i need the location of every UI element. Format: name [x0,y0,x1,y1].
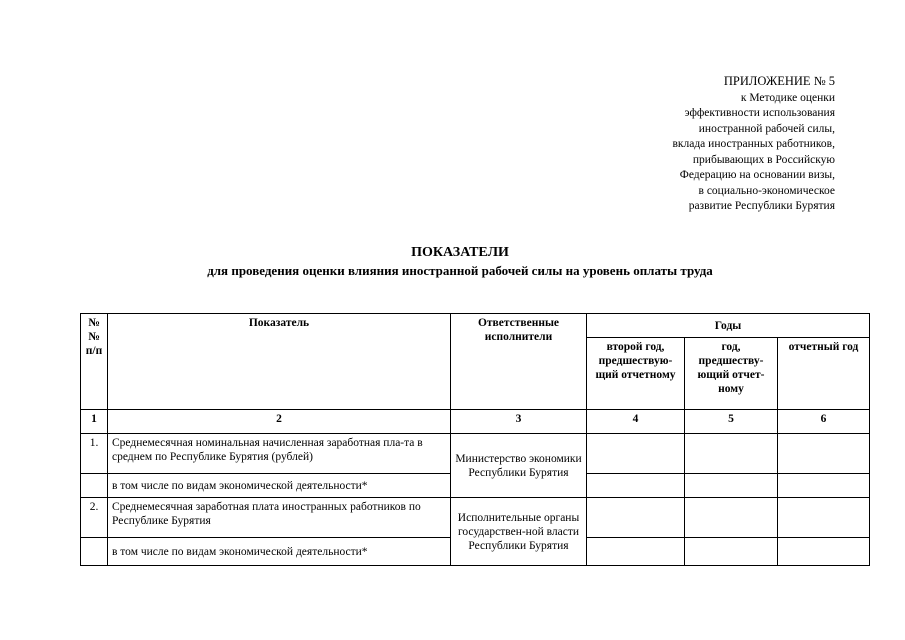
table-row [81,498,870,538]
row-sub-indicator: в том числе по видам экономической деятельности* [108,538,451,566]
document-title: ПОКАЗАТЕЛИ [411,245,509,260]
appendix-line: в социально-экономическое [698,184,835,197]
row-index: 1. [81,434,108,474]
appendix-line: прибывающих в Российскую [692,153,835,166]
row-index-empty [81,474,108,498]
header-year-prior: год, предшеству-ющий отчет-ному [685,338,778,410]
appendix-title: ПРИЛОЖЕНИЕ № 5 [723,74,835,88]
value-cell [587,538,685,566]
appendix-block [535,74,835,215]
appendix-line: эффективности использования [684,107,835,119]
column-number: 6 [778,410,870,434]
column-numbers-row [81,410,870,434]
value-cell [778,498,870,538]
appendix-line: вклада иностранных работников, [672,138,835,150]
value-cell [587,498,685,538]
row-indicator: Среднемесячная номинальная начисленная заработная пла-та в среднем по Республике Бурятия (рублей) [108,434,451,474]
header-year-reporting: отчетный год [778,338,870,410]
row-executor: Исполнительные органы государствен-ной власти Республики Бурятия [451,498,587,566]
row-index-empty [81,538,108,566]
header-years: Годы [587,314,870,338]
value-cell [778,538,870,566]
value-cell [685,538,778,566]
indicators-table [80,313,870,566]
column-number: 4 [587,410,685,434]
column-number: 1 [81,410,108,434]
row-indicator: Среднемесячная заработная плата иностранных работников по Республике Бурятия [108,498,451,538]
column-number: 2 [108,410,451,434]
appendix-line: к Методике оценки [740,91,835,104]
header-year-second-prior: второй год, предшествую-щий отчетному [587,338,685,410]
value-cell [685,498,778,538]
document-heading [0,244,905,279]
value-cell [587,434,685,474]
row-sub-indicator: в том числе по видам экономической деятельности* [108,474,451,498]
column-number: 3 [451,410,587,434]
appendix-line: иностранной рабочей силы, [698,122,835,135]
appendix-line: Федерацию на основании визы, [679,169,835,181]
value-cell [587,474,685,498]
row-index: 2. [81,498,108,538]
appendix-line: развитие Республики Бурятия [688,200,835,212]
value-cell [685,474,778,498]
value-cell [685,434,778,474]
header-indicator: Показатель [108,314,451,410]
header-executors: Ответственные исполнители [451,314,587,410]
value-cell [778,474,870,498]
value-cell [778,434,870,474]
header-index: №№ п/п [81,314,108,410]
document-subtitle: для проведения оценки влияния иностранной рабочей силы на уровень оплаты труда [207,263,713,278]
column-number: 5 [685,410,778,434]
table-row [81,434,870,474]
row-executor: Министерство экономики Республики Бурятия [451,434,587,498]
